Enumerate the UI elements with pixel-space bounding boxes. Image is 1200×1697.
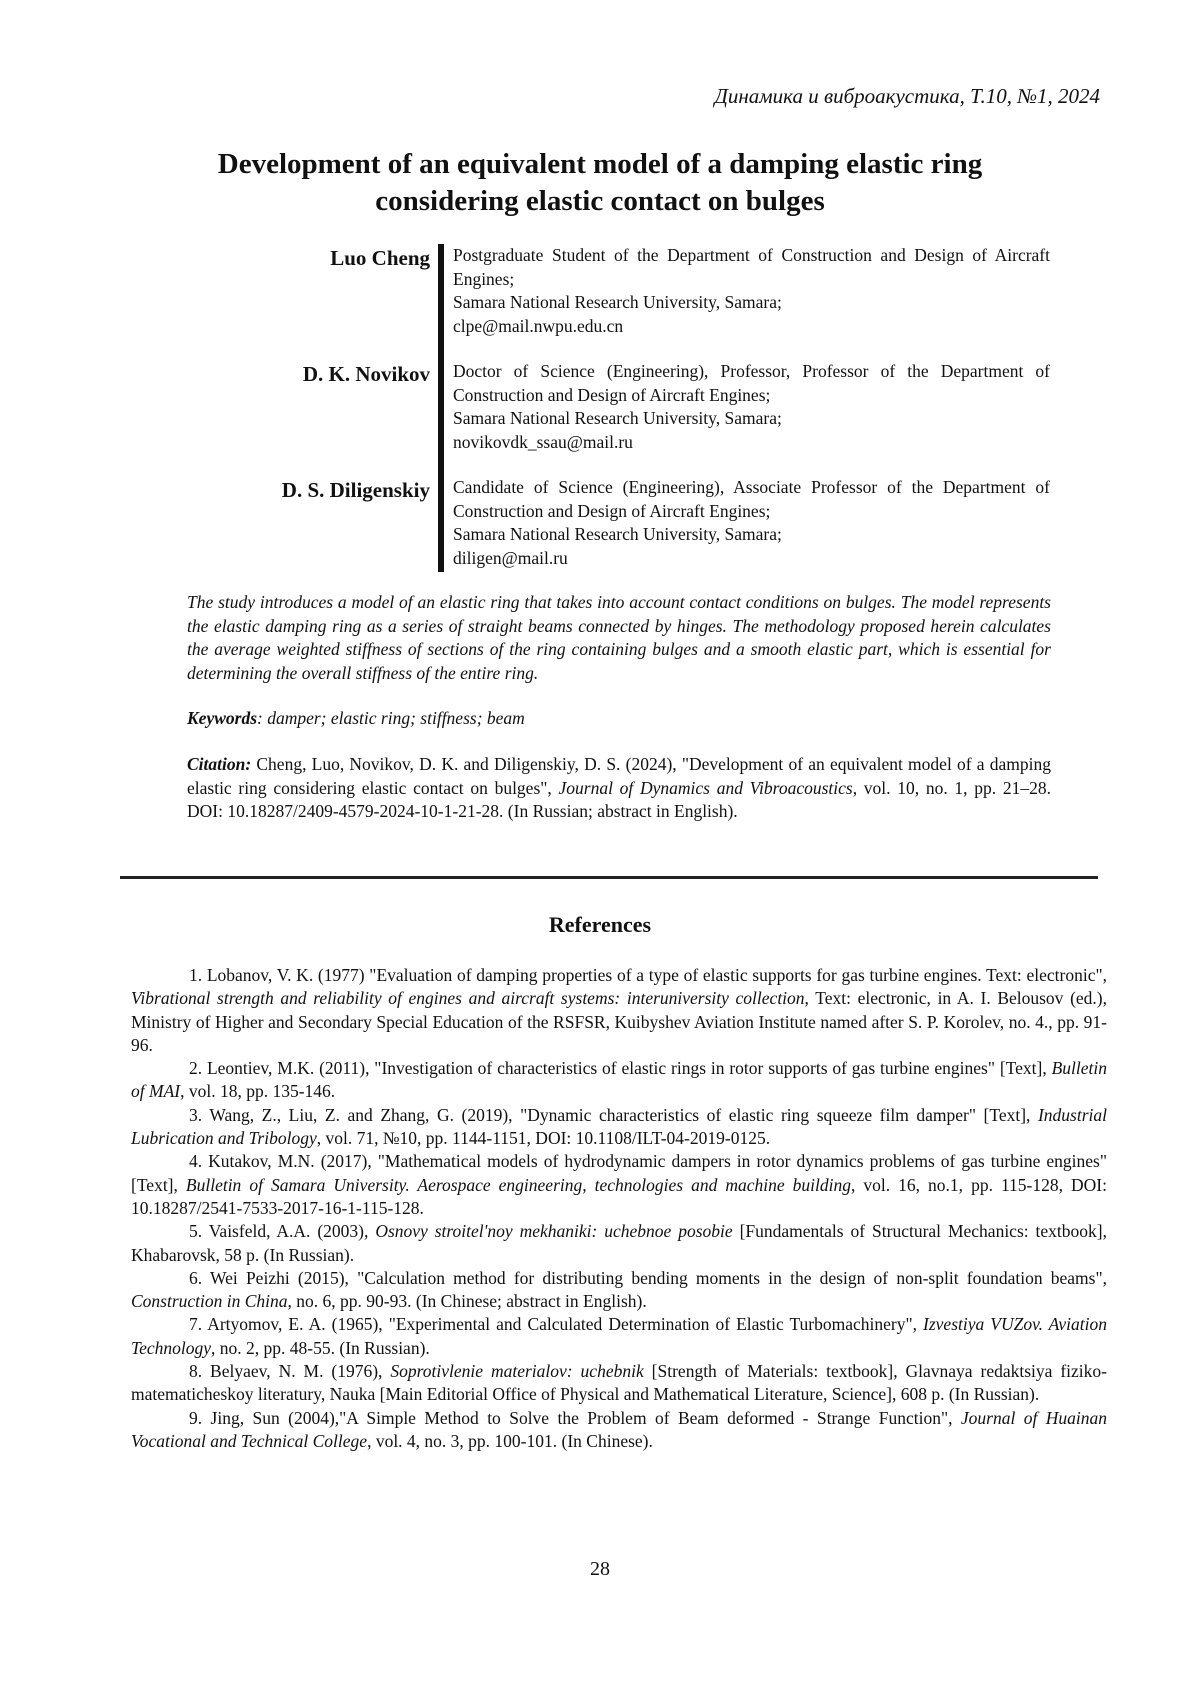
page-number: 28 [590, 1558, 610, 1580]
reference-source: Vibrational strength and reliability of engines and aircraft systems: interuniversity collection [131, 988, 805, 1009]
reference-item [131, 1104, 1107, 1151]
reference-details: , no. 2, pp. 48-55. (In Russian). [211, 1337, 430, 1358]
reference-item [131, 1360, 1107, 1407]
reference-source: Bulletin of MAI [131, 1058, 1107, 1102]
affiliation-university: Samara National Research University, Samara; [453, 524, 782, 544]
citation [187, 753, 1051, 824]
reference-text: 4. Kutakov, M.N. (2017), "Mathematical models of hydrodynamic dampers in rotor dynamics problems of gas turbine engines" [Text], [131, 1151, 1107, 1195]
keywords-text: : damper; elastic ring; stiffness; beam [257, 708, 525, 728]
affiliation-university: Samara National Research University, Samara; [453, 292, 782, 312]
reference-source: Soprotivlenie materialov: uchebnik [390, 1361, 644, 1382]
author-entry [200, 476, 1050, 572]
reference-item [131, 1220, 1107, 1267]
affiliation-position: Postgraduate Student of the Department of Construction and Design of Aircraft Engines; [453, 245, 1050, 289]
author-affiliation [438, 360, 1050, 476]
reference-details: [Fundamentals of Structural Mechanics: textbook], Khabarovsk, 58 p. (In Russian). [131, 1221, 1107, 1265]
authors-block [200, 244, 1050, 572]
reference-text: 7. Artyomov, E. A. (1965), "Experimental and Calculated Determination of Elastic Turbomachinery", [189, 1314, 924, 1335]
reference-details: , no. 6, pp. 90-93. (In Chinese; abstract in English). [287, 1291, 647, 1312]
reference-source: Bulletin of Samara University. Aerospace engineering, technologies and machine building [185, 1174, 852, 1195]
references-heading: References [548, 912, 652, 937]
reference-details: , vol. 16, no.1, pp. 115-128, DOI: 10.18287/2541-7533-2017-16-1-115-128. [131, 1174, 1107, 1218]
author-name: D. S. Diligenskiy [281, 478, 430, 502]
author-email: clpe@mail.nwpu.edu.cn [453, 315, 624, 336]
reference-text: 3. Wang, Z., Liu, Z. and Zhang, G. (2019), "Dynamic characteristics of elastic ring squeeze film damper" [Text], [189, 1104, 1038, 1125]
section-divider [120, 876, 1098, 879]
reference-item [131, 1057, 1107, 1104]
reference-source: Industrial Lubrication and Tribology [131, 1104, 1107, 1149]
reference-source: Construction in China [131, 1291, 288, 1312]
affiliation-position: Doctor of Science (Engineering), Professor, Professor of the Department of Construction and Design of Aircraft Engines; [453, 361, 1050, 405]
reference-details: [Strength of Materials: textbook], Glavnaya redaktsiya fiziko-matematicheskoy literatury, Nauka [Main Editorial Office of Physical and Mathematical Literature, Science], 608 p. (In Russian). [131, 1361, 1108, 1405]
reference-text: 6. Wei Peizhi (2015), "Calculation method for distributing bending moments in the design of non-split foundation beams", [189, 1267, 1107, 1288]
reference-text: 8. Belyaev, N. M. (1976), [189, 1361, 391, 1382]
reference-item [131, 1267, 1107, 1314]
author-entry [200, 360, 1050, 476]
affiliation-university: Samara National Research University, Samara; [453, 408, 782, 428]
reference-item [131, 1313, 1107, 1360]
keywords [187, 707, 1051, 731]
citation-text-end: , vol. 10, no. 1, pp. 21–28. DOI: 10.18287/2409-4579-2024-10-1-21-28. (In Russian; abstract in English). [187, 777, 1051, 821]
citation-text: Cheng, Luo, Novikov, D. K. and Diligenskiy, D. S. (2024), "Development of an equivalent model of a damping elastic ring considering elastic contact on bulges", [187, 754, 1051, 798]
abstract: The study introduces a model of an elastic ring that takes into account contact conditions on bulges. The model represents the elastic damping ring as a series of straight beams connected by hinges. The methodology proposed herein calculates the average weighted stiffness of sections of the ring containing bulges and a smooth elastic part, which is essential for determining the overall stiffness of the entire ring. [187, 592, 1051, 683]
reference-details: , vol. 71, №10, pp. 1144-1151, DOI: 10.1108/ILT-04-2019-0125. [316, 1128, 771, 1149]
reference-item [131, 1150, 1107, 1220]
reference-text: 5. Vaisfeld, A.A. (2003), [189, 1221, 376, 1242]
reference-text: 1. Lobanov, V. K. (1977) "Evaluation of damping properties of a type of elastic supports for gas turbine engines. Text: electronic", [189, 965, 1107, 985]
author-affiliation [438, 476, 1050, 572]
citation-journal: Journal of Dynamics and Vibroacoustics [558, 777, 853, 798]
author-affiliation [438, 244, 1050, 360]
reference-item [131, 1407, 1107, 1454]
reference-item [131, 964, 1107, 1057]
keywords-label: Keywords [187, 708, 257, 728]
reference-source: Izvestiya VUZov. Aviation Technology [131, 1314, 1107, 1358]
author-email: novikovdk_ssau@mail.ru [453, 431, 633, 452]
author-name: D. K. Novikov [302, 362, 430, 386]
reference-details: , Text: electronic, in A. I. Belousov (ed.), Ministry of Higher and Secondary Special Education of the RSFSR, Kuibyshev Aviation Institute named after S. P. Korolev, no. 4., pp. 91-96. [131, 988, 1107, 1055]
citation-label: Citation: [187, 754, 252, 774]
reference-details: , vol. 18, pp. 135-146. [180, 1081, 336, 1102]
author-entry [200, 244, 1050, 360]
reference-details: , vol. 4, no. 3, pp. 100-101. (In Chinese). [367, 1430, 653, 1451]
author-name: Luo Cheng [330, 246, 430, 270]
references-list [131, 964, 1107, 1453]
reference-text: 2. Leontiev, M.K. (2011), "Investigation of characteristics of elastic rings in rotor supports of gas turbine engines" [Text], [189, 1058, 1052, 1079]
reference-source: Journal of Huainan Vocational and Technical College [131, 1407, 1107, 1451]
paper-title: Development of an equivalent model of a damping elastic ring considering elastic contact on bulges [217, 148, 983, 217]
affiliation-position: Candidate of Science (Engineering), Associate Professor of the Department of Construction and Design of Aircraft Engines; [453, 477, 1050, 521]
author-email: diligen@mail.ru [453, 547, 568, 568]
reference-source: Osnovy stroitel'noy mekhaniki: uchebnoe posobie [375, 1221, 733, 1242]
reference-text: 9. Jing, Sun (2004),"A Simple Method to Solve the Problem of Beam deformed - Strange Function", [189, 1407, 961, 1428]
running-head: Динамика и виброакустика, Т.10, №1, 2024 [714, 84, 1100, 108]
